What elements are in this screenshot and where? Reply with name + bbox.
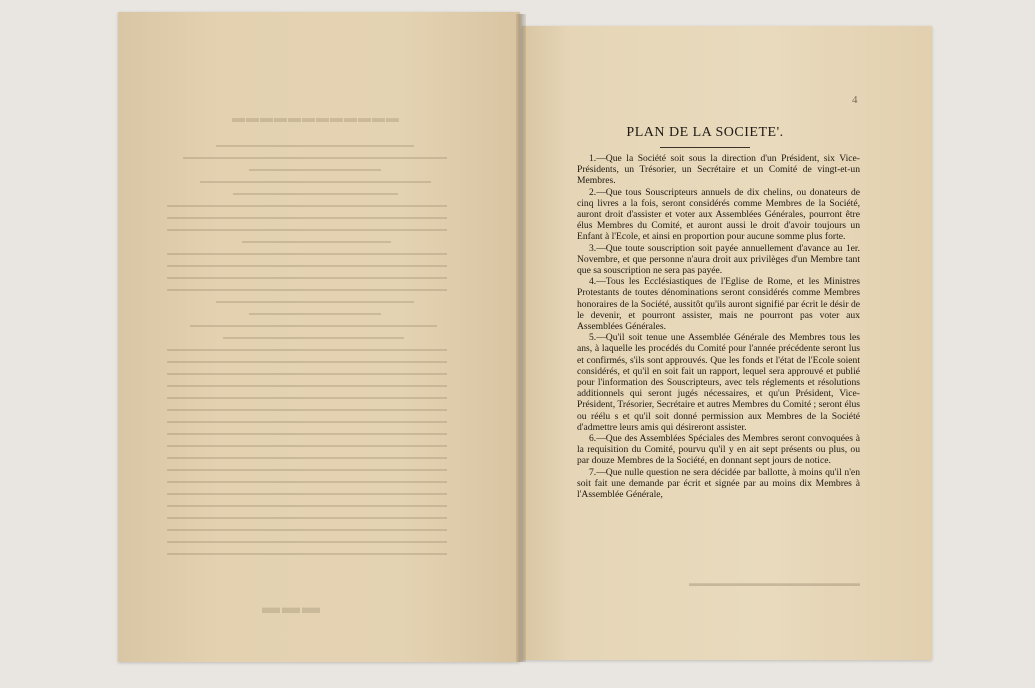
left-page-bleed-through: ▬▬▬▬▬▬▬▬▬▬▬▬ — [231, 110, 399, 125]
title-rule — [660, 147, 750, 148]
document-title: PLAN DE LA SOCIETE'. — [626, 125, 784, 140]
document-body — [577, 153, 860, 500]
left-page-bleed-number: ▬▬▬ — [260, 597, 320, 617]
book-spine — [516, 14, 526, 662]
paragraph-4: 4.—Tous les Ecclésiastiques de l'Eglise de Rome, et les Ministres Protestants de toutes dénominations seront considérés comme Membres honoraires de la Société, aussitôt qu'ils auront signifié par écrit le désir de le devenir, et pourront assister, mais ne pourront pas voter aux Assemblées Générales. — [577, 276, 860, 333]
paragraph-3: 3.—Que toute souscription soit payée annuellement d'avance au 1er. Novembre, et que personne n'aura droit aux privilèges d'un Membre tant que sa souscription ne sera pas payée. — [577, 242, 860, 277]
left-page-bleed-lines — [150, 135, 480, 565]
paragraph-7: 7.—Que nulle question ne sera décidée par ballotte, à moins qu'il n'en soit fait une demande par écrit et signée par au moins dix Membres à l'Assemblée Générale, — [577, 466, 860, 501]
page-number: 4 — [852, 94, 858, 106]
paragraph-5: 5.—Qu'il soit tenue une Assemblée Générale des Membres tous les ans, à laquelle les procédés du Comité pour l'année précédente seront lus et confirmés, s'ils sont approuvés. Que les fonds et l'état de l'Ecole soient considérés, et qu'il en soit fait un rapport, lequel sera approuvé et publié pour l'information des Souscripteurs, avec tels réglements et résolutions additionnels qui seront jugés nécessaires, et qu'un Président, Vice-Président, Trésorier, Secrétaire et autres Membres du Comité ; seront élus ou réélu s et qu'il soit donné permission aux Membres de la Société d'admettre leurs amis qui désireront assister. — [577, 332, 860, 433]
right-page-bleed-through: ▬▬▬▬▬▬▬▬▬▬▬▬▬▬▬▬▬▬▬ — [689, 578, 860, 588]
paragraph-1: 1.—Que la Société soit sous la direction d'un Président, six Vice-Présidents, un Trésorier, un Secrétaire et un Comité de vingt-et-un Membres. — [577, 153, 860, 187]
paragraph-6: 6.—Que des Assemblées Spéciales des Membres seront convoquées à la requisition du Comité, pourvu qu'il y en ait sept présents ou plus, ou par douze Membres de la Société, en donnant sept jours de notice. — [577, 433, 860, 467]
paragraph-2: 2.—Que tous Souscripteurs annuels de dix chelins, ou donateurs de cinq livres a la fois, seront considérés comme Membres de la Société, auront droit d'assister et voter aux Assemblées Générales, pourront être élus Membres du Comité, et auront aussi le droit d'avoir toujours un Enfant à l'Ecole, et ainsi en proportion pour aucune somme plus forte. — [577, 186, 860, 243]
